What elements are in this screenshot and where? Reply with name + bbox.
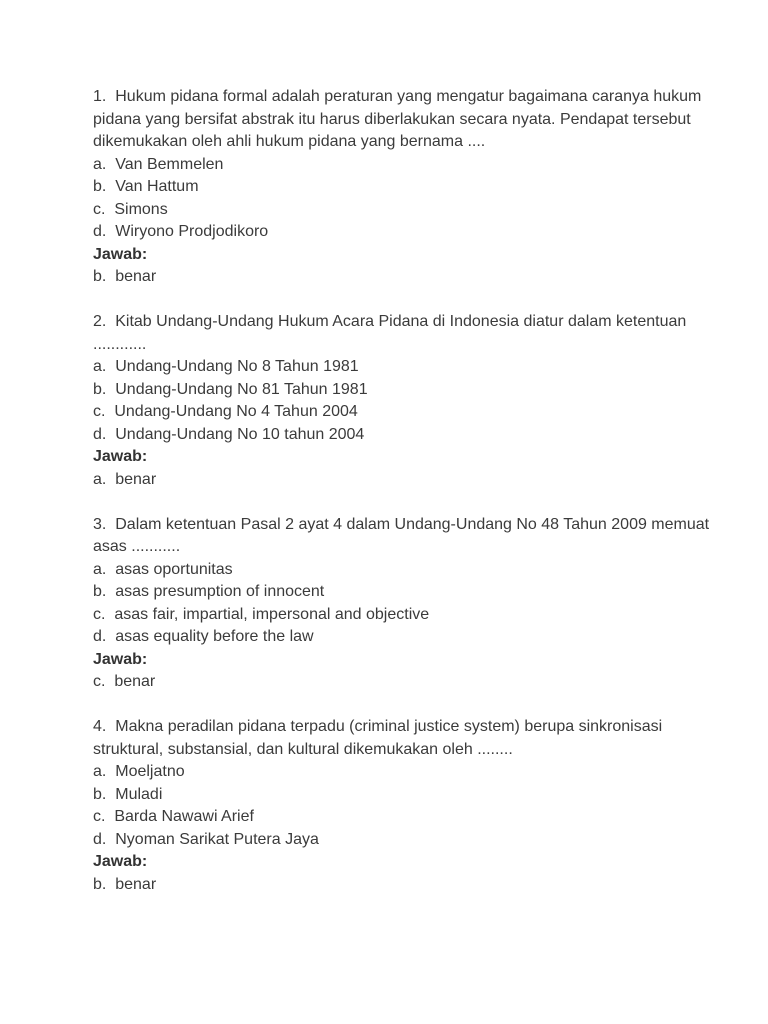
option-c: c. Simons [93,200,168,218]
option-a: a. Undang-Undang No 8 Tahun 1981 [93,358,359,375]
jawab-label: Jawab: [93,448,148,465]
question-stem: 1. Hukum pidana formal adalah peraturan yang mengatur bagaimana caranya hukum pidana yang bersifat abstrak itu harus diberlakukan secara nyata. Pendapat tersebut dikemukakan oleh ahli hukum pidana yang bernama .... [93,88,706,150]
jawab-label: Jawab: [93,650,148,668]
option-b: b. asas presumption of innocent [93,583,325,600]
option-d: d. Nyoman Sarikat Putera Jaya [93,830,319,848]
option-b: b. Van Hattum [93,178,199,195]
option-a: a. Moeljatno [93,763,185,780]
question-2 [93,311,713,491]
option-c: c. asas fair, impartial, impersonal and objective [93,605,430,623]
answer: c. benar [93,673,156,690]
option-c: c. Undang-Undang No 4 Tahun 2004 [93,403,358,420]
answer: b. benar [93,875,157,893]
document-page [93,86,713,919]
answer: a. benar [93,470,157,488]
option-c: c. Barda Nawawi Arief [93,808,254,825]
answer: b. benar [93,268,157,285]
option-d: d. Undang-Undang No 10 tahun 2004 [93,425,365,443]
question-3 [93,514,713,694]
option-b: b. Muladi [93,785,163,803]
option-a: a. Van Bemmelen [93,155,224,173]
question-4 [93,716,713,896]
option-d: d. asas equality before the law [93,628,314,645]
question-stem: 3. Dalam ketentuan Pasal 2 ayat 4 dalam Undang-Undang No 48 Tahun 2009 memuat asas ........... [93,515,714,555]
option-b: b. Undang-Undang No 81 Tahun 1981 [93,380,368,398]
question-stem: 2. Kitab Undang-Undang Hukum Acara Pidana di Indonesia diatur dalam ketentuan ............ [93,313,691,353]
option-a: a. asas oportunitas [93,560,233,578]
question-stem: 4. Makna peradilan pidana terpadu (criminal justice system) berupa sinkronisasi struktural, substansial, dan kultural dikemukakan oleh ........ [93,718,667,758]
jawab-label: Jawab: [93,853,148,870]
question-1 [93,86,713,289]
jawab-label: Jawab: [93,245,148,263]
option-d: d. Wiryono Prodjodikoro [93,223,269,240]
